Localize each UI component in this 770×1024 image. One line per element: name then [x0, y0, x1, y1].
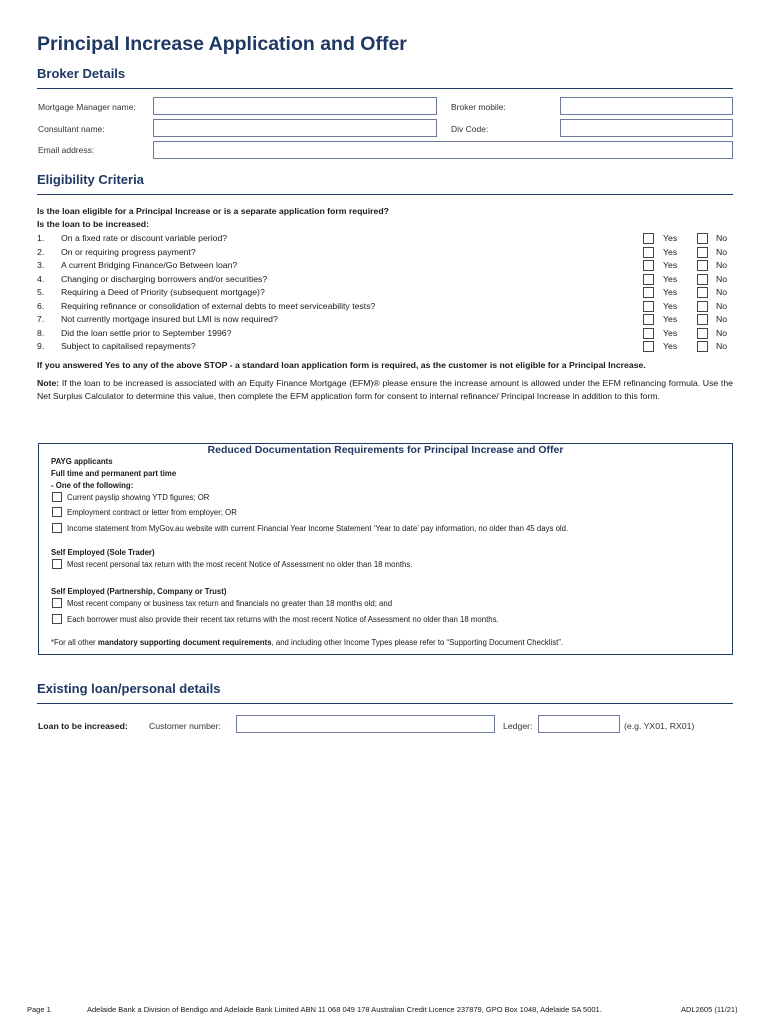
reduced-documentation-title: Reduced Documentation Requirements for Principal Increase and Offer: [207, 444, 564, 456]
note-label: Note:: [37, 378, 60, 388]
eligibility-question-text: A current Bridging Finance/Go Between loan?: [61, 260, 238, 270]
ledger-hint: (e.g. YX01, RX01): [624, 721, 695, 731]
eligibility-no-label: No: [716, 327, 728, 338]
email-address-label: Email address:: [38, 145, 95, 155]
payg-income-statement-label: Income statement from MyGov.au website with current Financial Year Income Statement ‘Year to date’ pay information, no older than 45 days old.: [67, 524, 569, 533]
eligibility-yes-label: Yes: [663, 327, 678, 338]
ledger-label: Ledger:: [503, 721, 533, 731]
eligibility-question-text: Did the loan settle prior to September 1996?: [61, 327, 232, 338]
partnership-company-return-label: Most recent company or business tax return and financials no greater than 18 months old; and: [67, 599, 393, 608]
partnership-company-return-checkbox[interactable]: [52, 598, 62, 608]
eligibility-yes-checkbox[interactable]: [643, 301, 654, 312]
eligibility-no-checkbox[interactable]: [697, 287, 708, 298]
partnership-heading: Self Employed (Partnership, Company or Trust): [51, 587, 227, 596]
eligibility-yes-label: Yes: [663, 273, 678, 284]
eligibility-question-number: 4.: [37, 273, 45, 284]
eligibility-no-checkbox[interactable]: [697, 247, 708, 258]
eligibility-no-label: No: [716, 233, 728, 243]
mortgage-manager-input[interactable]: [153, 97, 437, 115]
mortgage-manager-label: Mortgage Manager name:: [38, 102, 136, 112]
footnote-bold: mandatory supporting document requirements: [97, 638, 272, 647]
sole-trader-heading: Self Employed (Sole Trader): [51, 548, 155, 557]
eligibility-no-label: No: [716, 341, 728, 351]
eligibility-no-checkbox[interactable]: [697, 260, 708, 271]
note-text: If the loan to be increased is associated with an Equity Finance Mortgage (EFM)® please ensure the increase amount is allowed under the EFM refinancing formula. Use the Net Surplus Calculator to determine this value, then complete the EFM application form for consent to internal refinance/ Principal Increase in addition to this form.: [37, 378, 733, 401]
eligibility-question-number: 2.: [37, 246, 45, 257]
eligibility-no-label: No: [716, 314, 728, 324]
eligibility-question-text: Not currently mortgage insured but LMI is now required?: [61, 314, 278, 324]
eligibility-no-label: No: [716, 300, 728, 311]
eligibility-yes-label: Yes: [663, 260, 678, 270]
eligibility-question-text: On or requiring progress payment?: [61, 246, 196, 257]
payg-income-statement-checkbox[interactable]: [52, 523, 62, 533]
payg-subheading: Full time and permanent part time: [51, 469, 177, 478]
payg-employment-contract-checkbox[interactable]: [52, 507, 62, 517]
payg-payslip-label: Current payslip showing YTD figures; OR: [67, 493, 210, 502]
broker-details-heading: Broker Details: [37, 66, 126, 81]
eligibility-divider: [37, 194, 733, 195]
eligibility-question-number: 3.: [37, 260, 45, 270]
footer-company-info: Adelaide Bank a Division of Bendigo and Adelaide Bank Limited ABN 11 068 049 178 Australian Credit Licence 237879, GPO Box 1048, Adelaide SA 5001.: [87, 1005, 602, 1014]
sole-trader-tax-return-label: Most recent personal tax return with the most recent Notice of Assessment no older than 18 months.: [67, 560, 413, 569]
eligibility-yes-checkbox[interactable]: [643, 233, 654, 244]
consultant-name-label: Consultant name:: [38, 124, 105, 134]
eligibility-no-label: No: [716, 260, 728, 270]
broker-mobile-input[interactable]: [560, 97, 733, 115]
eligibility-no-checkbox[interactable]: [697, 301, 708, 312]
eligibility-yes-label: Yes: [663, 287, 678, 297]
existing-loan-divider: [37, 703, 733, 704]
eligibility-yes-checkbox[interactable]: [643, 247, 654, 258]
eligibility-question-text: Requiring a Deed of Priority (subsequent mortgage)?: [61, 287, 265, 297]
eligibility-no-checkbox[interactable]: [697, 314, 708, 325]
eligibility-question-number: 7.: [37, 314, 45, 324]
eligibility-yes-label: Yes: [663, 314, 678, 324]
efm-note: [37, 377, 733, 402]
eligibility-no-checkbox[interactable]: [697, 328, 708, 339]
eligibility-question-number: 6.: [37, 300, 45, 311]
eligibility-yes-checkbox[interactable]: [643, 287, 654, 298]
existing-loan-heading: Existing loan/personal details: [37, 681, 221, 696]
eligibility-stop-notice: If you answered Yes to any of the above STOP - a standard loan application form is required, as the customer is not eligible for a Principal Increase.: [37, 360, 646, 370]
eligibility-yes-checkbox[interactable]: [643, 341, 654, 352]
footer-form-code: ADL2605 (11/21): [681, 1005, 738, 1014]
eligibility-yes-checkbox[interactable]: [643, 328, 654, 339]
eligibility-no-label: No: [716, 287, 728, 297]
div-code-input[interactable]: [560, 119, 733, 137]
supporting-docs-footnote: [51, 638, 563, 647]
partnership-borrower-returns-label: Each borrower must also provide their recent tax returns with the most recent Notice of Assessment no older than 18 months.: [67, 615, 499, 624]
eligibility-no-checkbox[interactable]: [697, 233, 708, 244]
partnership-borrower-returns-checkbox[interactable]: [52, 614, 62, 624]
eligibility-question-text: Changing or discharging borrowers and/or securities?: [61, 273, 268, 284]
email-address-input[interactable]: [153, 141, 733, 159]
eligibility-yes-checkbox[interactable]: [643, 274, 654, 285]
payg-one-of: - One of the following:: [51, 481, 134, 490]
eligibility-yes-label: Yes: [663, 300, 678, 311]
eligibility-question-number: 9.: [37, 341, 45, 351]
eligibility-yes-label: Yes: [663, 341, 678, 351]
payg-employment-contract-label: Employment contract or letter from employer; OR: [67, 508, 237, 517]
eligibility-yes-label: Yes: [663, 246, 678, 257]
eligibility-intro-question: Is the loan eligible for a Principal Increase or is a separate application form required?: [37, 206, 389, 216]
eligibility-question-text: Requiring refinance or consolidation of external debts to meet serviceability tests?: [61, 300, 376, 311]
eligibility-question-number: 5.: [37, 287, 45, 297]
eligibility-no-label: No: [716, 246, 728, 257]
eligibility-no-label: No: [716, 273, 728, 284]
sole-trader-tax-return-checkbox[interactable]: [52, 559, 62, 569]
customer-number-label: Customer number:: [149, 721, 221, 731]
eligibility-question-text: On a fixed rate or discount variable period?: [61, 233, 228, 243]
eligibility-intro-sub: Is the loan to be increased:: [37, 219, 150, 229]
eligibility-yes-label: Yes: [663, 233, 678, 243]
consultant-name-input[interactable]: [153, 119, 437, 137]
eligibility-yes-checkbox[interactable]: [643, 260, 654, 271]
div-code-label: Div Code:: [451, 124, 489, 134]
eligibility-no-checkbox[interactable]: [697, 274, 708, 285]
eligibility-yes-checkbox[interactable]: [643, 314, 654, 325]
eligibility-no-checkbox[interactable]: [697, 341, 708, 352]
customer-number-input[interactable]: [236, 715, 495, 733]
footer-page-number: Page 1: [27, 1005, 51, 1014]
loan-to-be-increased-label: Loan to be increased:: [38, 721, 128, 731]
eligibility-question-text: Subject to capitalised repayments?: [61, 341, 196, 351]
eligibility-question-number: 1.: [37, 233, 45, 243]
broker-mobile-label: Broker mobile:: [451, 102, 506, 112]
footnote-pre: *For all other: [51, 638, 98, 647]
footnote-post: , and including other Income Types please refer to “Supporting Document Checklist”.: [271, 638, 564, 647]
form-title: Principal Increase Application and Offer: [37, 33, 407, 55]
payg-heading: PAYG applicants: [51, 457, 113, 466]
ledger-input[interactable]: [538, 715, 620, 733]
payg-payslip-checkbox[interactable]: [52, 492, 62, 502]
eligibility-heading: Eligibility Criteria: [37, 172, 144, 187]
eligibility-question-number: 8.: [37, 327, 45, 338]
broker-divider: [37, 88, 733, 89]
